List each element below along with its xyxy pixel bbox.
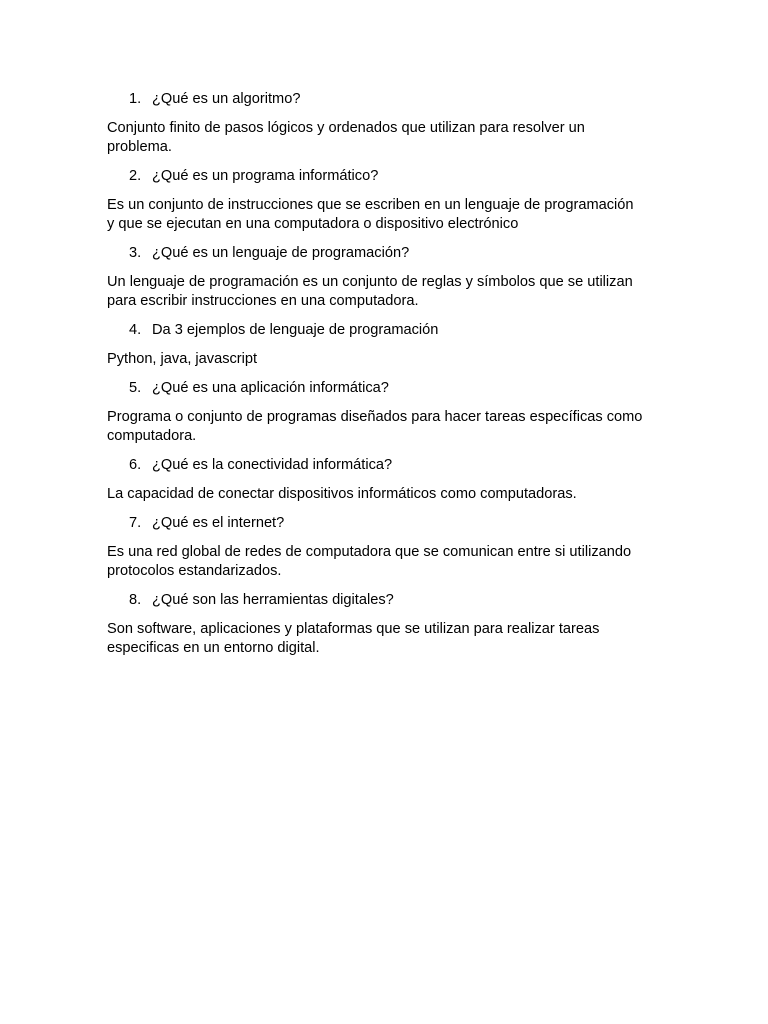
qa-item-8	[107, 591, 667, 658]
question-number: 1.	[129, 91, 142, 107]
answer-2	[107, 196, 667, 234]
answer-line: problema.	[107, 139, 172, 155]
answer-line: Python, java, javascript	[107, 351, 258, 367]
answer-line: Programa o conjunto de programas diseñados para hacer tareas específicas como	[107, 409, 643, 425]
answer-line: Es una red global de redes de computadora que se comunican entre si utilizando	[107, 544, 632, 560]
answer-8	[107, 620, 667, 658]
answer-line: Conjunto finito de pasos lógicos y ordenados que utilizan para resolver un	[107, 120, 585, 136]
question-6	[107, 456, 667, 475]
qa-item-3	[107, 244, 667, 311]
question-text: ¿Qué es un lenguaje de programación?	[152, 245, 410, 261]
answer-line: y que se ejecutan en una computadora o dispositivo electrónico	[107, 216, 519, 232]
answer-line: Es un conjunto de instrucciones que se escriben en un lenguaje de programación	[107, 197, 634, 213]
question-number: 2.	[129, 168, 142, 184]
question-number: 5.	[129, 380, 142, 396]
question-number: 6.	[129, 457, 142, 473]
question-number: 4.	[129, 322, 142, 338]
question-text: ¿Qué es la conectividad informática?	[152, 457, 393, 473]
answer-line: protocolos estandarizados.	[107, 563, 282, 579]
answer-7	[107, 543, 667, 581]
question-text: ¿Qué es un algoritmo?	[152, 91, 301, 107]
question-1	[107, 90, 667, 109]
answer-line: computadora.	[107, 428, 197, 444]
question-8	[107, 591, 667, 610]
question-4	[107, 321, 667, 340]
question-5	[107, 379, 667, 398]
answer-line: especificas en un entorno digital.	[107, 640, 320, 656]
answer-4	[107, 350, 667, 369]
question-number: 8.	[129, 592, 142, 608]
answer-line: para escribir instrucciones en una computadora.	[107, 293, 419, 309]
qa-item-2	[107, 167, 667, 234]
question-number: 3.	[129, 245, 142, 261]
answer-1	[107, 119, 667, 157]
question-text: ¿Qué es una aplicación informática?	[152, 380, 389, 396]
qa-item-4	[107, 321, 667, 369]
answer-line: Un lenguaje de programación es un conjunto de reglas y símbolos que se utilizan	[107, 274, 633, 290]
answer-5	[107, 408, 667, 446]
answer-line: La capacidad de conectar dispositivos informáticos como computadoras.	[107, 486, 577, 502]
question-2	[107, 167, 667, 186]
answer-3	[107, 273, 667, 311]
question-number: 7.	[129, 515, 142, 531]
qa-item-5	[107, 379, 667, 446]
question-3	[107, 244, 667, 263]
qa-item-6	[107, 456, 667, 504]
question-text: ¿Qué es un programa informático?	[152, 168, 379, 184]
question-7	[107, 514, 667, 533]
answer-6	[107, 485, 667, 504]
qa-item-1	[107, 90, 667, 157]
answer-line: Son software, aplicaciones y plataformas que se utilizan para realizar tareas	[107, 621, 600, 637]
qa-item-7	[107, 514, 667, 581]
question-text: ¿Qué es el internet?	[152, 515, 285, 531]
question-text: ¿Qué son las herramientas digitales?	[152, 592, 394, 608]
question-text: Da 3 ejemplos de lenguaje de programación	[152, 322, 439, 338]
document-page	[107, 90, 667, 668]
